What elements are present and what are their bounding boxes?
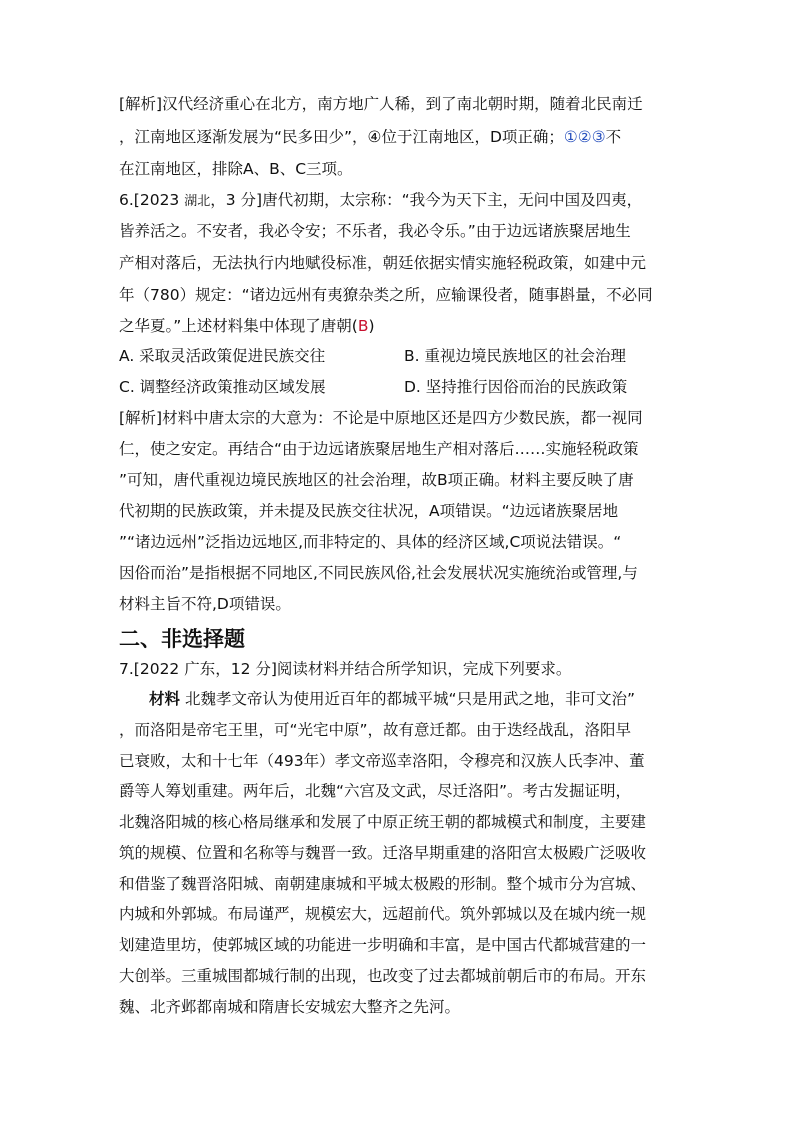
option-a: A. 采取灵活政策促进民族交往 xyxy=(119,347,326,365)
question-source: [2022 广东，12 分] xyxy=(133,660,277,678)
material-line: ，而洛阳是帝宅王里，可“光宅中原”，故有意迁都。由于迭经战乱，洛阳早 xyxy=(119,721,632,739)
analysis-line: [解析]材料中唐太宗的大意为：不论是中原地区还是四方少数民族，都一视同 xyxy=(119,409,643,427)
analysis-line: 因俗而治”是指根据不同地区,不同民族风俗,社会发展状况实施统治或管理,与 xyxy=(119,564,638,582)
analysis-line: [解析]汉代经济重心在北方，南方地广人稀，到了南北朝时期，随着北民南迁 xyxy=(119,95,643,113)
section-title: 二、非选择题 xyxy=(119,627,245,651)
analysis-line: 材料主旨不符,D项错误。 xyxy=(119,595,291,613)
material-line: 已衰败，太和十七年（493年）孝文帝巡幸洛阳，令穆亮和汉族人氏李冲、董 xyxy=(119,752,645,770)
option-d: D. 坚持推行因俗而治的民族政策 xyxy=(404,378,628,396)
material-line: 和借鉴了魏晋洛阳城、南朝建康城和平城太极殿的形制。整个城市分为宫城、 xyxy=(119,875,647,893)
question-7-stem xyxy=(119,658,571,680)
analysis-line: 代初期的民族政策，并未提及民族交往状况，A项错误。“边远诸族聚居地 xyxy=(119,502,619,520)
material-line: 筑的规模、位置和名称等与魏晋一致。迁洛早期重建的洛阳宫太极殿广泛吸收 xyxy=(119,844,647,862)
analysis-text: ，江南地区逐渐发展为“民多田少”，④位于江南地区，D项正确； xyxy=(119,128,564,146)
question-number: 7. xyxy=(119,660,134,678)
option-b: B. 重视边境民族地区的社会治理 xyxy=(404,347,626,365)
analysis-line: 在江南地区，排除A、B、C三项。 xyxy=(119,160,353,178)
stem-text: 阅读材料并结合所学知识，完成下列要求。 xyxy=(276,660,572,678)
circled-numbers: ①②③ xyxy=(563,128,606,146)
stem-line: 产相对落后，无法执行内地赋役标准，朝廷依据实情实施轻税政策，如建中元 xyxy=(119,254,647,272)
material-label: 材料 xyxy=(149,690,181,708)
option-c: C. 调整经济政策推动区域发展 xyxy=(119,378,326,396)
material-line: 爵等人筹划重建。两年后，北魏“六宫及文武，尽迁洛阳”。考古发掘证明， xyxy=(119,782,632,800)
material-line: 材料 北魏孝文帝认为使用近百年的都城平城“只是用武之地，非可文治” xyxy=(149,690,636,708)
material-line: 北魏洛阳城的核心格局继承和发展了中原正统王朝的都城模式和制度，主要建 xyxy=(119,813,647,831)
material-line: 内城和外郭城。布局谨严，规模宏大，远超前代。筑外郭城以及在城内统一规 xyxy=(119,905,647,923)
analysis-line: ”“诸边远州”泛指边远地区,而非特定的、具体的经济区域,C项说法错误。“ xyxy=(119,533,622,551)
material-line: 魏、北齐邺都南城和隋唐长安城宏大整齐之先河。 xyxy=(119,998,461,1016)
stem-line: 皆养活之。不安者，我必令安；不乐者，我必令乐。”由于边远诸族聚居地生 xyxy=(119,222,631,240)
material-line: 划建造里坊，使郭城区域的功能进一步明确和丰富，是中国古代都城营建的一 xyxy=(119,936,647,954)
answer-letter: B xyxy=(357,317,369,335)
analysis-text: 不 xyxy=(605,128,622,146)
material-line: 大创举。三重城围都城行制的出现，也改变了过去都城前朝后市的布局。开东 xyxy=(119,967,647,985)
analysis-line xyxy=(119,126,621,148)
analysis-line: ”可知，唐代重视边境民族地区的社会治理，故B项正确。材料主要反映了唐 xyxy=(119,471,634,489)
stem-line: 年（780）规定：“诸边远州有夷獠杂类之所，应输课役者，随事斟量，不必同 xyxy=(119,286,653,304)
stem-line: 之华夏。”上述材料集中体现了唐朝(B) xyxy=(119,317,375,335)
question-number: 6. xyxy=(119,191,134,209)
analysis-line: 仁，使之安定。再结合“由于边远诸族聚居地生产相对落后……实施轻税政策 xyxy=(119,440,639,458)
question-6-stem xyxy=(119,189,642,213)
question-source: [2023 湖北，3 分] xyxy=(133,191,263,209)
stem-text: 唐代初期，太宗称：“我今为天下主，无问中国及四夷， xyxy=(262,191,643,209)
